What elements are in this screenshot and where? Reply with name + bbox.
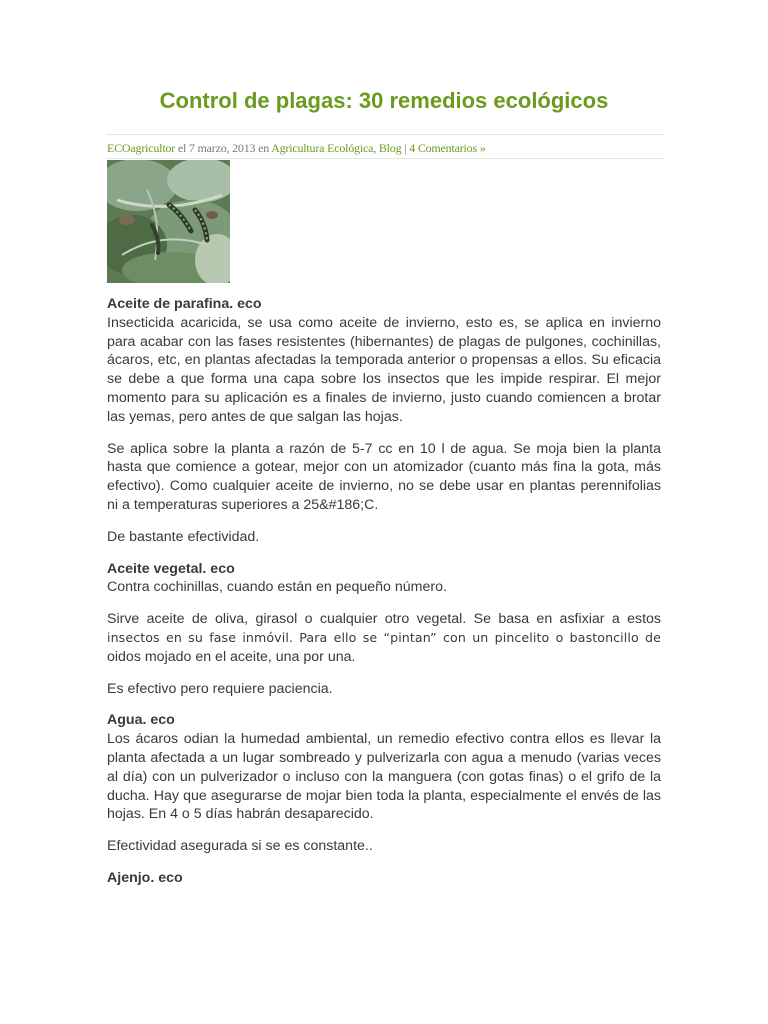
author-link[interactable]: ECOagricultor bbox=[107, 141, 176, 155]
paragraph: Es efectivo pero requiere paciencia. bbox=[107, 680, 333, 697]
paragraph: De bastante efectividad. bbox=[107, 528, 260, 545]
paragraph: Se aplica sobre la planta a razón de 5-7 cc en 10 l de agua. Se moja bien la planta hasta que comience a gotear, mejor con un atomizador (cuanto más fina la gota, más efectivo). Como cualquier aceite de invierno, no se debe usar en plantas perennifolias ni a temperaturas superiores a 25&#186;C. bbox=[107, 440, 661, 513]
category-link-agricultura[interactable]: Agricultura Ecológica bbox=[271, 141, 374, 155]
paragraph: Efectividad asegurada si se es constante.. bbox=[107, 838, 373, 855]
post-body bbox=[107, 295, 661, 901]
section-aceite-vegetal bbox=[107, 560, 661, 598]
remedy-heading: Aceite vegetal. eco bbox=[107, 560, 235, 577]
post-meta bbox=[107, 141, 486, 156]
remedy-heading: Aceite de parafina. eco bbox=[107, 296, 262, 312]
meta-bottom-divider bbox=[106, 158, 663, 159]
paragraph: Insecticida acaricida, se usa como aceite de invierno, esto es, se aplica en invierno para acabar con las fases resistentes (hibernantes) de plagas de pulgones, cochinillas, ácaros, etc, en plantas afectadas la temporada anterior o propensas a ellos. Su eficacia se debe a que forma una capa sobre los insectos que les impide respirar. El mejor momento para su aplicación es a finales de invierno, justo cuando comiencen a brotar las yemas, pero antes de que salgan las hojas. bbox=[107, 314, 661, 425]
post-photo-caterpillars-on-cabbage bbox=[107, 160, 230, 283]
meta-separator: | bbox=[401, 141, 410, 155]
post-title: Control de plagas: 30 remedios ecológicos bbox=[159, 88, 609, 113]
paragraph: Los ácaros odian la humedad ambiental, un remedio efectivo contra ellos es llevar la planta afectada a un lugar sombreado y pulverizarla con agua a menudo (varias veces al día) con un pulverizador o incluso con la manguera (con gotas finas) o el grifo de la ducha. Hay que asegurarse de mojar bien toda la planta, especialmente el envés de las hojas. En 4 o 5 días habrán desaparecido. bbox=[107, 731, 661, 823]
remedy-heading: Ajenjo. eco bbox=[107, 869, 183, 886]
post-date: el 7 marzo, 2013 en bbox=[175, 141, 272, 155]
paragraph bbox=[107, 610, 661, 666]
meta-top-divider bbox=[106, 134, 663, 135]
section-agua bbox=[107, 711, 661, 824]
paragraph-line: Sirve aceite de oliva, girasol o cualquier otro vegetal. Se basa en asfixiar a estos bbox=[107, 611, 661, 628]
comments-link[interactable]: 4 Comentarios » bbox=[409, 141, 486, 155]
category-separator: , bbox=[373, 141, 379, 155]
section-parafina bbox=[107, 295, 661, 427]
paragraph-line: insectos en su fase inmóvil. Para ello se “pintan” con un pincelito o bastoncillo de bbox=[107, 629, 661, 645]
section-ajenjo bbox=[107, 869, 661, 888]
remedy-heading: Agua. eco bbox=[107, 712, 175, 729]
paragraph-line: oidos mojado en el aceite, una por una. bbox=[107, 648, 356, 665]
paragraph: Contra cochinillas, cuando están en pequeño número. bbox=[107, 579, 447, 596]
category-link-blog[interactable]: Blog bbox=[378, 141, 402, 155]
